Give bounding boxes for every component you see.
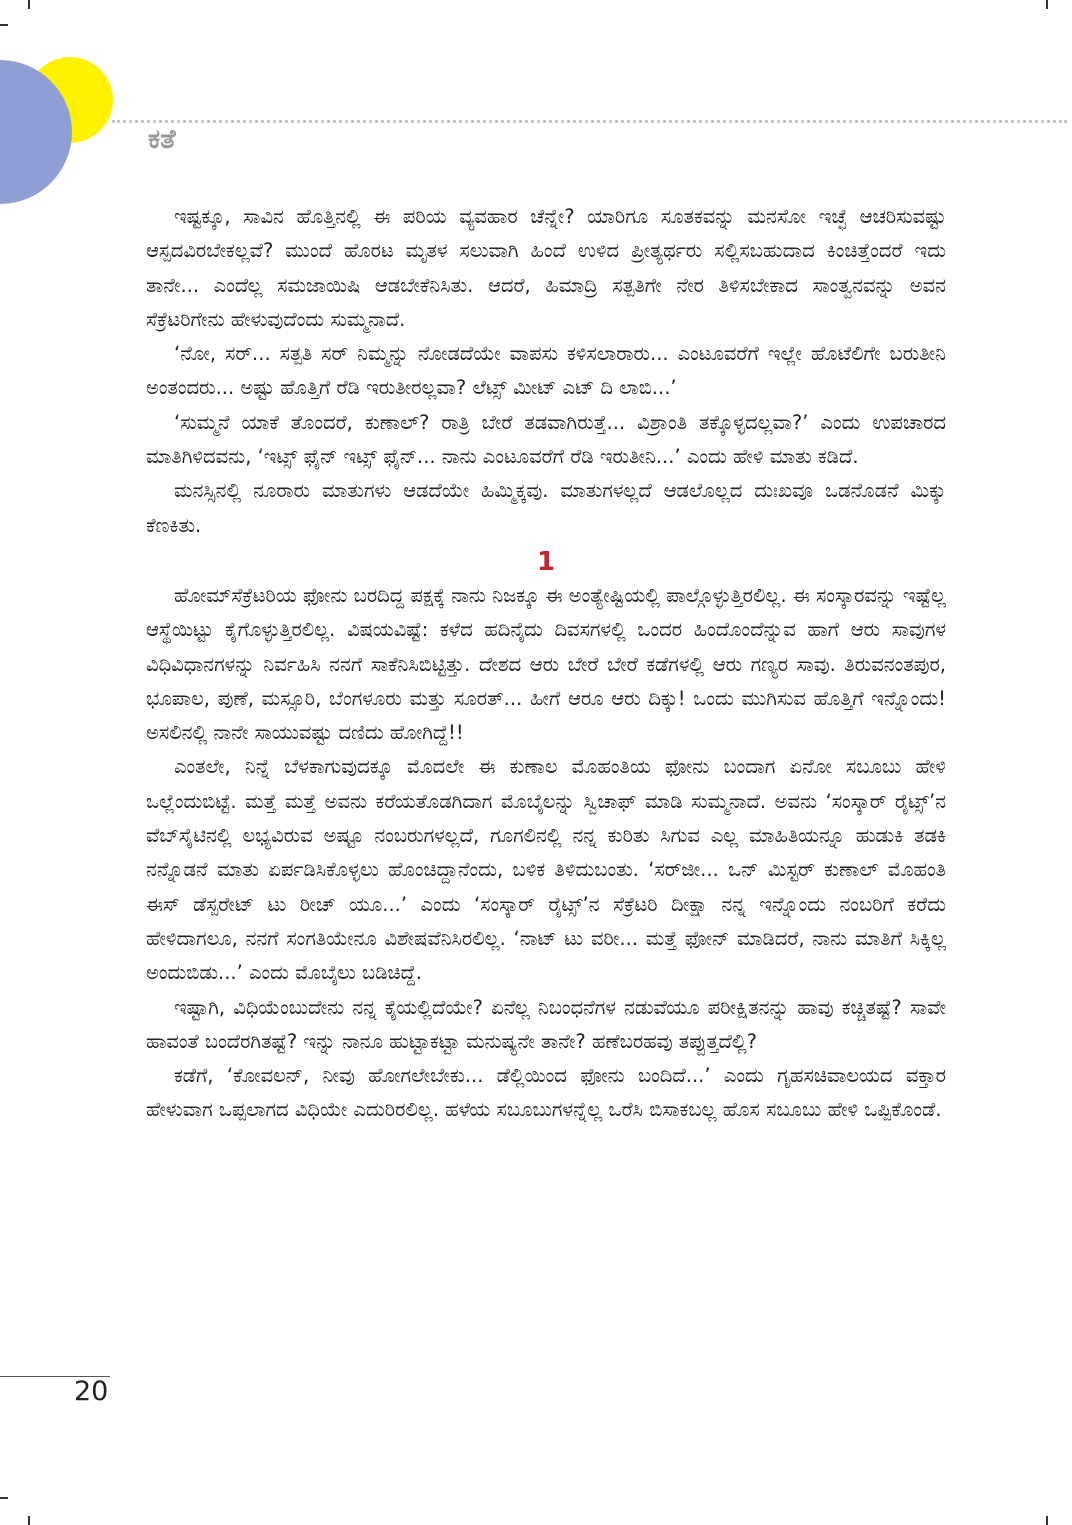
paragraph: ಎಂತಲೇ, ನಿನ್ನೆ ಬೆಳಕಾಗುವುದಕ್ಕೂ ಮೊದಲೇ ಈ ಕುಣಾಲ ಮೊಹಂತಿಯ ಫೋನು ಬಂದಾಗ ಏನೋ ಸಬೂಬು ಹೇಳಿ ಒಲ್ಲೆಂದುಬಿಟ್ಟೆ. ಮತ್ತೆ ಮತ್ತೆ ಅವನು ಕರೆಯತೊಡಗಿದಾಗ ಮೊಬೈಲನ್ನು ಸ್ವಿಚಾಫ್ ಮಾಡಿ ಸುಮ್ಮನಾದೆ. ಅವನು ‘ಸಂಸ್ಕಾರ್ ರೈಟ್ಸ್’ನ ವೆಬ್‌ಸೈಟಿನಲ್ಲಿ ಲಭ್ಯವಿರುವ ಅಷ್ಟೂ ನಂಬರುಗಳಲ್ಲದೆ, ಗೂಗಲಿನಲ್ಲಿ ನನ್ನ ಕುರಿತು ಸಿಗುವ ಎಲ್ಲ ಮಾಹಿತಿಯನ್ನೂ ಹುಡುಕಿ ತಡಕಿ ನನ್ನೊಡನೆ ಮಾತು ಏರ್ಪಡಿಸಿಕೊಳ್ಳಲು ಹೊಂಚಿದ್ದಾನೆಂದು, ಬಳಿಕ ತಿಳಿದುಬಂತು. ‘ಸರ್‌ಜೀ... ಒನ್ ಮಿಸ್ಟರ್ ಕುಣಾಲ್ ಮೊಹಂತಿ ಈಸ್ ಡೆಸ್ಪರೇಟ್ ಟು ರೀಚ್ ಯೂ...’ ಎಂದು ‘ಸಂಸ್ಕಾರ್ ರೈಟ್ಸ್’ನ ಸೆಕ್ರೆಟರಿ ದೀಕ್ಷಾ ನನ್ನ ಇನ್ನೊಂದು ನಂಬರಿಗೆ ಕರೆದು ಹೇಳಿದಾಗಲೂ, ನನಗೆ ಸಂಗತಿಯೇನೂ ವಿಶೇಷವೆನಿಸಿರಲಿಲ್ಲ. ‘ನಾಟ್ ಟು ವರೀ... ಮತ್ತೆ ಫೋನ್ ಮಾಡಿದರೆ, ನಾನು ಮಾತಿಗೆ ಸಿಕ್ಕಿಲ್ಲ ಅಂದುಬಿಡು...’ ಎಂದು ಮೊಬೈಲು ಬಡಿಚಿದ್ದೆ. — [146, 755, 946, 985]
page-number: 20 — [74, 1376, 109, 1407]
section-label: ಕತೆ — [148, 124, 176, 155]
paragraph: ಕಡೆಗೆ, ‘ಕೋವಲನ್, ನೀವು ಹೋಗಲೇಬೇಕು... ಡೆಲ್ಲಿಯಿಂದ ಫೋನು ಬಂದಿದೆ...’ ಎಂದು ಗೃಹಸಚಿವಾಲಯದ ವಕ್ತಾರ ಹೇಳುವಾಗ ಒಪ್ಪಲಾಗದ ವಿಧಿಯೇ ಎದುರಿರಲಿಲ್ಲ. ಹಳೆಯ ಸಬೂಬುಗಳನ್ನೆಲ್ಲ ಒರೆಸಿ ಬಿಸಾಕಬಲ್ಲ ಹೊಸ ಸಬೂಬು ಹೇಳಿ ಒಪ್ಪಿಕೊಂಡೆ. — [146, 1064, 946, 1122]
chapter-number: 1 — [536, 546, 556, 577]
paragraph: ‘ಸುಮ್ಮನೆ ಯಾಕೆ ತೊಂದರೆ, ಕುಣಾಲ್? ರಾತ್ರಿ ಬೇರೆ ತಡವಾಗಿರುತ್ತೆ... ವಿಶ್ರಾಂತಿ ತಕ್ಕೊಳ್ಳದಲ್ಲವಾ?’ ಎಂದು ಉಪಚಾರದ ಮಾತಿಗಿಳಿದವನು, ‘ಇಟ್ಸ್ ಫೈನ್ ಇಟ್ಸ್ ಫೈನ್... ನಾನು ಎಂಟೂವರೆಗೆ ರೆಡಿ ಇರುತೀನಿ...’ ಎಂದು ಹೇಳಿ ಮಾತು ಕಡಿದೆ. — [146, 410, 946, 469]
header-dotted-rule — [112, 120, 1067, 123]
paragraph: ‘ನೋ, ಸರ್... ಸತ್ಪತಿ ಸರ್ ನಿಮ್ಮನ್ನು ನೋಡದೆಯೇ ವಾಪಸು ಕಳಿಸಲಾರಾರು... ಎಂಟೂವರೆಗೆ ಇಲ್ಲೇ ಹೊಟೆಲಿಗೇ ಬರುತೀನಿ ಅಂತಂದರು... ಅಷ್ಟು ಹೊತ್ತಿಗೆ ರೆಡಿ ಇರುತೀರಲ್ಲವಾ? ಲೆಟ್ಸ್ ಮೀಟ್ ಎಟ್ ದಿ ಲಾಬಿ...’ — [146, 342, 946, 400]
paragraph: ಇಷ್ಟಕ್ಕೂ, ಸಾವಿನ ಹೊತ್ತಿನಲ್ಲಿ ಈ ಪರಿಯ ವ್ಯವಹಾರ ಚೆನ್ನೇ? ಯಾರಿಗೂ ಸೂತಕವನ್ನು ಮನಸೋ ಇಚ್ಛೆ ಆಚರಿಸುವಷ್ಟು ಆಸ್ಪದವಿರಬೇಕಲ್ಲವೆ? ಮುಂದೆ ಹೊರಟ ಮೃತಳ ಸಲುವಾಗಿ ಹಿಂದೆ ಉಳಿದ ಪ್ರೀತ್ಯರ್ಥರು ಸಲ್ಲಿಸಬಹುದಾದ ಕಿಂಚಿತ್ತೆಂದರೆ ಇದು ತಾನೇ... ಎಂದೆಲ್ಲ ಸಮಜಾಯಿಷಿ ಆಡಬೇಕೆನಿಸಿತು. ಆದರೆ, ಹಿಮಾದ್ರಿ ಸತ್ಪತಿಗೇ ನೇರ ತಿಳಿಸಬೇಕಾದ ಸಾಂತ್ವನವನ್ನು ಅವನ ಸೆಕ್ರೆಟರಿಗೇನು ಹೇಳುವುದೆಂದು ಸುಮ್ಮನಾದೆ. — [146, 205, 946, 331]
crop-mark-left-lower — [0, 1497, 8, 1499]
crop-mark-top-right — [1046, 0, 1048, 9]
crop-mark-bottom-right — [1046, 1516, 1048, 1525]
paragraph: ಮನಸ್ಸಿನಲ್ಲಿ ನೂರಾರು ಮಾತುಗಳು ಆಡದೆಯೇ ಹಿಮ್ಮಿಕ್ಕವು. ಮಾತುಗಳಲ್ಲದೆ ಆಡಲೊಲ್ಲದ ದುಃಖವೂ ಒಡನೊಡನೆ ಮಿಕ್ಕು ಕೆಣಕಿತು. — [146, 479, 946, 537]
crop-mark-bottom-left — [28, 1516, 30, 1525]
story-body — [146, 200, 946, 1128]
decorative-circles — [0, 0, 130, 220]
paragraph: ಹೋಮ್‌ಸೆಕ್ರೆಟರಿಯ ಫೋನು ಬರದಿದ್ದ ಪಕ್ಷಕ್ಕೆ ನಾನು ನಿಜಕ್ಕೂ ಈ ಅಂತ್ಯೇಷ್ಟಿಯಲ್ಲಿ ಪಾಲ್ಗೊಳ್ಳುತ್ತಿರಲಿಲ್ಲ. ಈ ಸಂಸ್ಕಾರವನ್ನು ಇಷ್ಟೆಲ್ಲ ಆಸ್ಥೆಯಿಟ್ಟು ಕೈಗೊಳ್ಳುತ್ತಿರಲಿಲ್ಲ. ವಿಷಯವಿಷ್ಟೆ: ಕಳೆದ ಹದಿನೈದು ದಿವಸಗಳಲ್ಲಿ ಒಂದರ ಹಿಂದೊಂದೆನ್ನುವ ಹಾಗೆ ಆರು ಸಾವುಗಳ ವಿಧಿವಿಧಾನಗಳನ್ನು ನಿರ್ವಹಿಸಿ ನನಗೆ ಸಾಕೆನಿಸಿಬಿಟ್ಟಿತ್ತು. ದೇಶದ ಆರು ಬೇರೆ ಬೇರೆ ಕಡೆಗಳಲ್ಲಿ ಆರು ಗಣ್ಯರ ಸಾವು. ತಿರುವನಂತಪುರ, ಭೂಪಾಲ, ಪುಣೆ, ಮಸ್ಸೂರಿ, ಬೆಂಗಳೂರು ಮತ್ತು ಸೂರತ್... ಹೀಗೆ ಆರೂ ಆರು ದಿಕ್ಕು! ಒಂದು ಮುಗಿಸುವ ಹೊತ್ತಿಗೆ ಇನ್ನೊಂದು! ಅಸಲಿನಲ್ಲಿ ನಾನೇ ಸಾಯುವಷ್ಟು ದಣಿದು ಹೋಗಿದ್ದೆ!! — [146, 583, 946, 745]
paragraph: ಇಷ್ಟಾಗಿ, ವಿಧಿಯೆಂಬುದೇನು ನನ್ನ ಕೈಯಲ್ಲಿದೆಯೇ? ಏನೆಲ್ಲ ನಿಬಂಧನೆಗಳ ನಡುವೆಯೂ ಪರೀಕ್ಷಿತನನ್ನು ಹಾವು ಕಚ್ಚಿತಷ್ಟೆ? ಸಾವೇ ಹಾವಂತೆ ಬಂದೆರಗಿತಷ್ಟೆ? ಇನ್ನು ನಾನೂ ಹುಟ್ಟಾಕಟ್ಟಾ ಮನುಷ್ಯನೇ ತಾನೇ? ಹಣೆಬರಹವು ತಪ್ಪುತ್ತದೆಲ್ಲಿ? — [146, 995, 946, 1053]
